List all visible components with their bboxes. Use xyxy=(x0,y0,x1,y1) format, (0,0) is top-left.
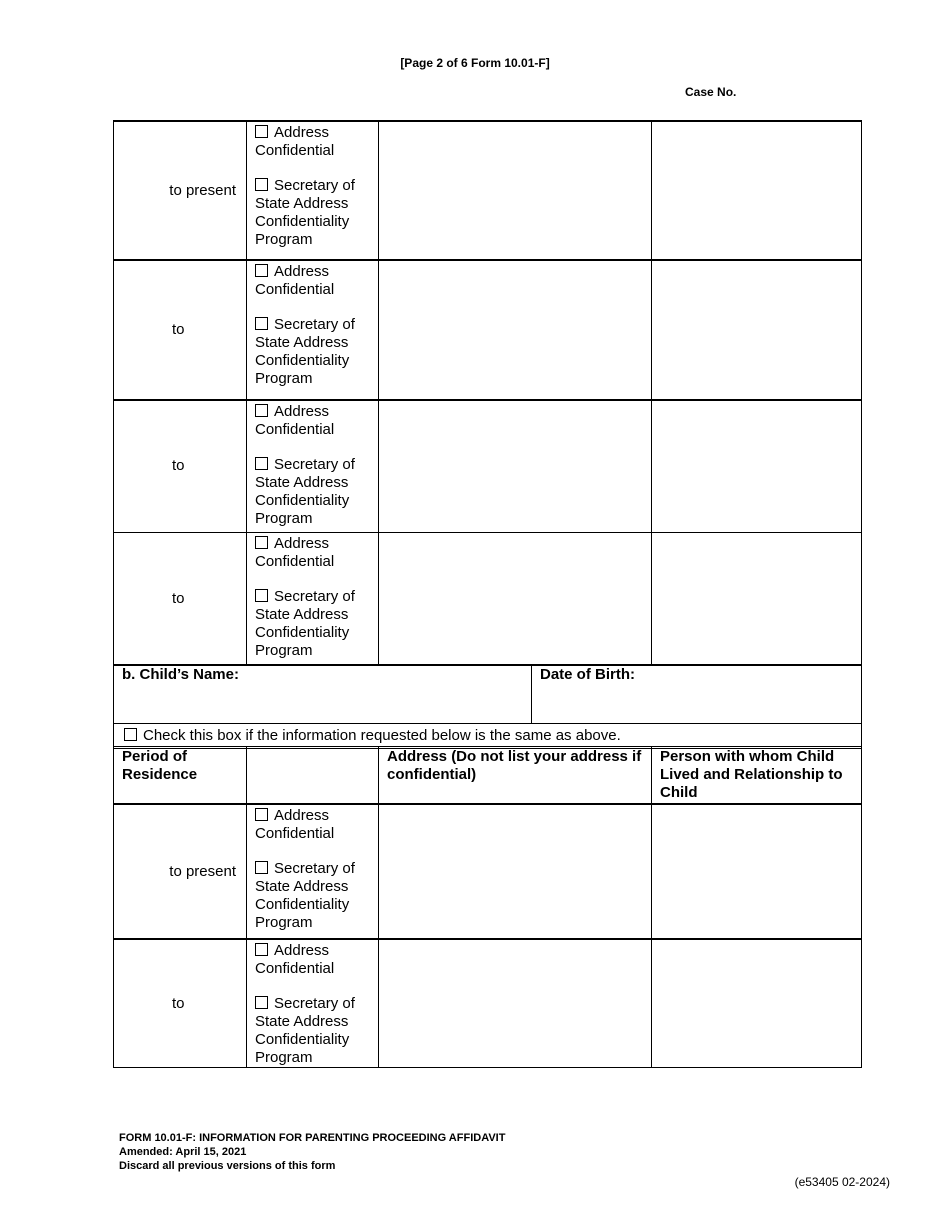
person-cell[interactable] xyxy=(652,804,862,939)
address-confidential-label: Address Confidential xyxy=(255,534,335,570)
table-row xyxy=(114,121,862,260)
page-indicator: [Page 2 of 6 Form 10.01-F] xyxy=(400,56,550,70)
sos-program-checkbox[interactable] xyxy=(255,861,268,874)
col-header-blank xyxy=(247,747,379,805)
person-cell[interactable] xyxy=(652,939,862,1068)
confidential-options xyxy=(247,260,379,400)
period-cell[interactable]: to xyxy=(114,260,247,400)
sos-program-label: Secretary of State Address Confidentiality Program xyxy=(255,995,355,1066)
col-header-person: Person with whom Child Lived and Relationship to Child xyxy=(652,747,862,805)
address-confidential-checkbox[interactable] xyxy=(255,264,268,277)
period-cell[interactable]: to xyxy=(114,939,247,1068)
dob-field[interactable] xyxy=(532,665,862,724)
form-footer xyxy=(119,1131,505,1173)
address-cell[interactable] xyxy=(379,939,652,1068)
residence-table-a xyxy=(113,120,862,666)
sos-program-checkbox[interactable] xyxy=(255,317,268,330)
dob-label: Date of Birth: xyxy=(540,666,635,683)
sos-program-label: Secretary of State Address Confidentiality Program xyxy=(255,860,355,931)
confidential-options xyxy=(247,804,379,939)
address-confidential-checkbox[interactable] xyxy=(255,125,268,138)
col-header-period: Period of Residence xyxy=(114,747,247,805)
address-confidential-label: Address Confidential xyxy=(255,807,335,842)
child-name-label: b. Child’s Name: xyxy=(122,666,239,683)
sos-program-label: Secretary of State Address Confidentiality Program xyxy=(255,177,355,248)
same-as-above-label: Check this box if the information requested below is the same as above. xyxy=(143,727,621,744)
table-header-row xyxy=(114,747,862,805)
address-confidential-label: Address Confidential xyxy=(255,403,335,438)
col-header-address: Address (Do not list your address if confidential) xyxy=(379,747,652,805)
address-confidential-label: Address Confidential xyxy=(255,263,335,298)
sos-program-label: Secretary of State Address Confidentiality Program xyxy=(255,456,355,527)
footer-form-title: FORM 10.01-F: INFORMATION FOR PARENTING PROCEEDING AFFIDAVIT xyxy=(119,1132,506,1144)
table-row xyxy=(114,400,862,532)
period-cell[interactable]: to present xyxy=(114,121,247,260)
address-cell[interactable] xyxy=(379,400,652,532)
table-row xyxy=(114,939,862,1068)
sos-program-checkbox[interactable] xyxy=(255,996,268,1009)
address-confidential-checkbox[interactable] xyxy=(255,404,268,417)
address-confidential-checkbox[interactable] xyxy=(255,808,268,821)
person-cell[interactable] xyxy=(652,260,862,400)
confidential-options xyxy=(247,121,379,260)
form-code: (e53405 02-2024) xyxy=(794,1175,890,1189)
table-row xyxy=(114,532,862,665)
confidential-options xyxy=(247,939,379,1068)
address-confidential-label: Address Confidential xyxy=(255,124,335,159)
address-cell[interactable] xyxy=(379,260,652,400)
sos-program-checkbox[interactable] xyxy=(255,178,268,191)
sos-program-checkbox[interactable] xyxy=(255,589,268,602)
person-cell[interactable] xyxy=(652,532,862,665)
period-cell[interactable]: to xyxy=(114,532,247,665)
address-confidential-checkbox[interactable] xyxy=(255,536,268,549)
person-cell[interactable] xyxy=(652,121,862,260)
child-b-info-table xyxy=(113,664,862,749)
confidential-options xyxy=(247,532,379,665)
footer-amended: Amended: April 15, 2021 xyxy=(119,1146,247,1158)
confidential-options xyxy=(247,400,379,532)
footer-discard-note: Discard all previous versions of this form xyxy=(119,1160,336,1172)
period-cell[interactable]: to xyxy=(114,400,247,532)
same-as-above-checkbox[interactable] xyxy=(124,728,137,741)
table-row xyxy=(114,260,862,400)
sos-program-label: Secretary of State Address Confidentiality Program xyxy=(255,587,355,659)
same-as-above-row xyxy=(114,724,862,749)
period-cell[interactable]: to present xyxy=(114,804,247,939)
residence-table-b xyxy=(113,746,862,1068)
child-name-field[interactable] xyxy=(114,665,532,724)
address-cell[interactable] xyxy=(379,121,652,260)
case-number-label: Case No. xyxy=(685,85,737,99)
sos-program-checkbox[interactable] xyxy=(255,457,268,470)
table-row xyxy=(114,804,862,939)
person-cell[interactable] xyxy=(652,400,862,532)
sos-program-label: Secretary of State Address Confidentiality Program xyxy=(255,316,355,387)
address-confidential-label: Address Confidential xyxy=(255,942,335,977)
address-confidential-checkbox[interactable] xyxy=(255,943,268,956)
address-cell[interactable] xyxy=(379,532,652,665)
address-cell[interactable] xyxy=(379,804,652,939)
